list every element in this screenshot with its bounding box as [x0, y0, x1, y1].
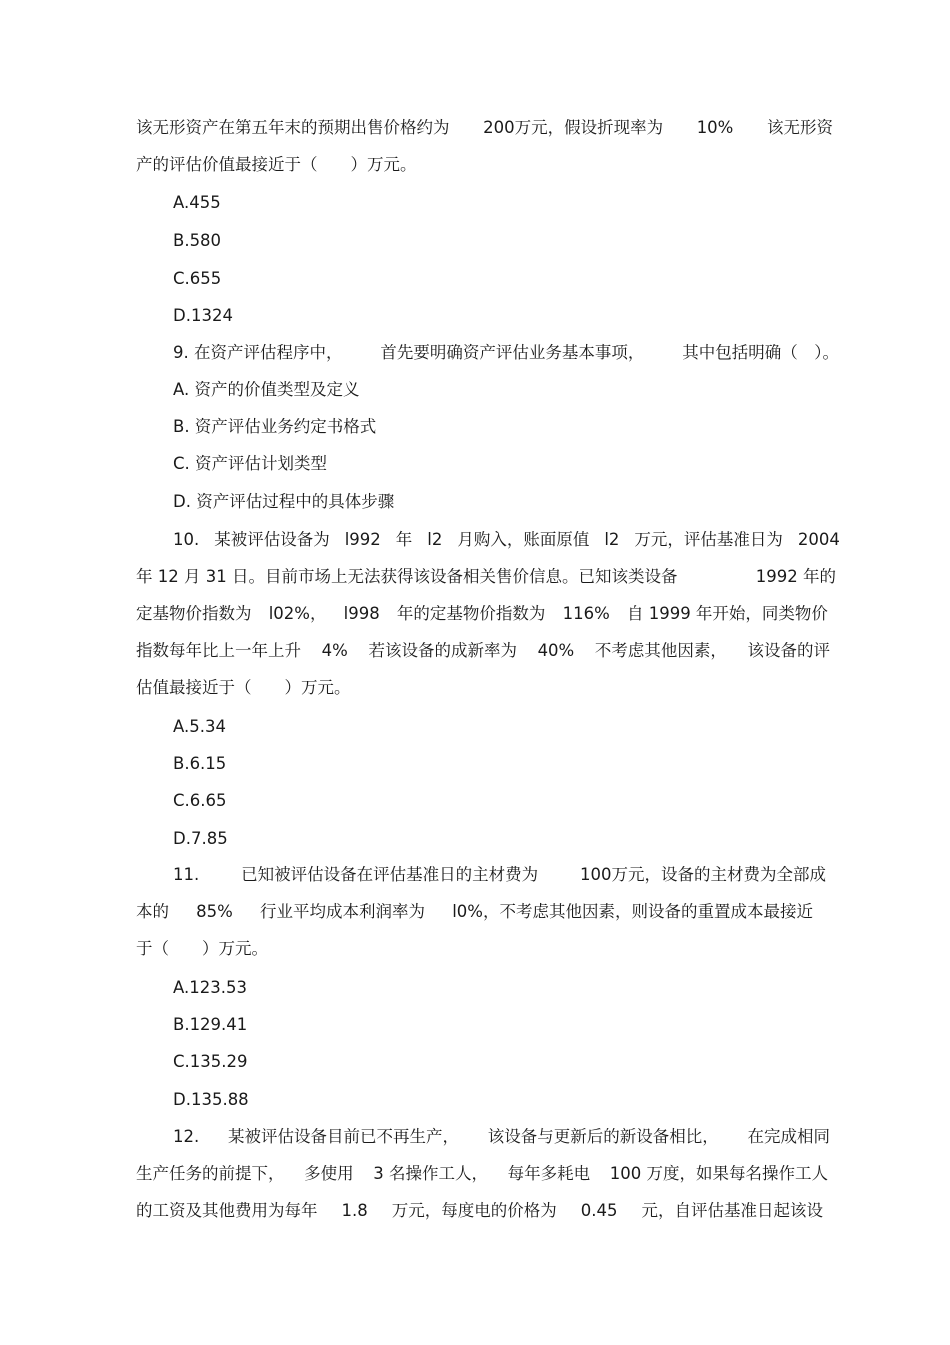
text-segment: 行业平均成本利润率为	[260, 902, 426, 921]
q12-line-1	[173, 1126, 830, 1148]
q10-option-c: C.6.65	[173, 791, 227, 810]
q10-option-b: B.6.15	[173, 754, 227, 773]
text-segment: 生产任务的前提下，	[136, 1164, 285, 1183]
q10-option-d: D.7.85	[173, 829, 228, 848]
q11-option-c: C.135.29	[173, 1052, 248, 1071]
text-segment: 0.45	[580, 1201, 618, 1220]
text-segment: l992	[344, 530, 381, 549]
q12-line-2	[136, 1163, 828, 1185]
text-segment: 年	[395, 530, 413, 549]
text-segment: 其中包括明确（ ）。	[682, 343, 839, 362]
text-segment: 40%	[537, 641, 575, 660]
q10-option-a: A.5.34	[173, 717, 226, 736]
text-segment: 指数每年比上一年上升	[136, 641, 301, 660]
text-segment: 该无形资产在第五年末的预期出售价格约为	[136, 118, 450, 137]
text-segment: 10.	[173, 530, 200, 549]
q10-line-5: 估值最接近于（ ）万元。	[136, 678, 351, 697]
text-segment: 该设备的评	[747, 641, 830, 660]
text-segment: 某被评估设备目前已不再生产，	[228, 1127, 459, 1146]
text-segment: 11.	[173, 865, 200, 884]
text-segment: 某被评估设备为	[214, 530, 330, 549]
text-segment: 若该设备的成新率为	[368, 641, 517, 660]
text-segment: l0%，不考虑其他因素，则设备的重置成本最接近	[452, 902, 813, 921]
q11-line-3: 于（ ）万元。	[136, 939, 268, 958]
text-segment: l998	[343, 604, 380, 623]
q8-option-c: C.655	[173, 269, 222, 288]
text-segment: 该设备与更新后的新设备相比，	[487, 1127, 719, 1146]
text-segment: 不考虑其他因素，	[594, 641, 727, 660]
q9-option-b: B. 资产评估业务约定书格式	[173, 417, 377, 436]
text-segment: 10%	[696, 118, 734, 137]
text-segment: 1.8	[341, 1201, 368, 1220]
q8-option-b: B.580	[173, 231, 222, 250]
q11-option-b: B.129.41	[173, 1015, 248, 1034]
q9-option-d: D. 资产评估过程中的具体步骤	[173, 492, 395, 511]
q10-line-1	[173, 529, 840, 551]
text-segment: 每年多耗电	[507, 1164, 591, 1183]
q9-option-a: A. 资产的价值类型及定义	[173, 380, 360, 399]
text-segment: 85%	[196, 902, 233, 921]
text-segment: 首先要明确资产评估业务基本事项，	[380, 343, 645, 362]
text-segment: 9. 在资产评估程序中，	[173, 343, 343, 362]
q8-option-d: D.1324	[173, 306, 233, 325]
text-segment: 116%	[562, 604, 610, 623]
text-segment: 万元，评估基准日为	[634, 530, 783, 549]
q8-line-1	[136, 117, 833, 139]
text-segment: 已知被评估设备在评估基准日的主材费为	[241, 865, 539, 884]
q11-line-1	[173, 864, 826, 886]
text-segment: 2004	[797, 530, 840, 549]
q12-line-3	[136, 1200, 823, 1222]
text-segment: 4%	[321, 641, 348, 660]
text-segment: 1992 年的	[755, 567, 836, 586]
q9-option-c: C. 资产评估计划类型	[173, 454, 328, 473]
text-segment: 自 1999 年开始，同类物价	[626, 604, 828, 623]
text-segment: 在完成相同	[747, 1127, 830, 1146]
text-segment: 元，自评估基准日起该设	[641, 1201, 823, 1220]
text-segment: 200万元，假设折现率为	[483, 118, 664, 137]
text-segment: 100万元，设备的主材费为全部成	[580, 865, 826, 884]
text-segment: 多使用	[304, 1164, 354, 1183]
q10-line-4	[136, 640, 830, 662]
text-segment: 万元，每度电的价格为	[391, 1201, 557, 1220]
text-segment: 该无形资	[766, 118, 833, 137]
text-segment: l02%，	[268, 604, 327, 623]
q8-option-a: A.455	[173, 193, 221, 212]
text-segment: 年的定基物价指数为	[396, 604, 546, 623]
text-segment: 本的	[136, 902, 169, 921]
q9-stem	[173, 342, 839, 364]
text-segment: 月购入，账面原值	[457, 530, 590, 549]
text-segment: 100 万度，如果每名操作工人	[609, 1164, 828, 1183]
q10-line-3	[136, 603, 828, 625]
text-segment: 定基物价指数为	[136, 604, 252, 623]
q10-line-2	[136, 566, 836, 588]
text-segment: l2	[427, 530, 443, 549]
text-segment: 12.	[173, 1127, 200, 1146]
text-segment: 的工资及其他费用为每年	[136, 1201, 318, 1220]
q11-option-a: A.123.53	[173, 978, 247, 997]
q11-line-2	[136, 901, 813, 923]
text-segment: 年 12 月 31 日。目前市场上无法获得该设备相关售价信息。已知该类设备	[136, 567, 678, 586]
text-segment: 3 名操作工人，	[373, 1164, 488, 1183]
q11-option-d: D.135.88	[173, 1090, 249, 1109]
text-segment: l2	[604, 530, 620, 549]
q8-line-2: 产的评估价值最接近于（ ）万元。	[136, 155, 417, 174]
